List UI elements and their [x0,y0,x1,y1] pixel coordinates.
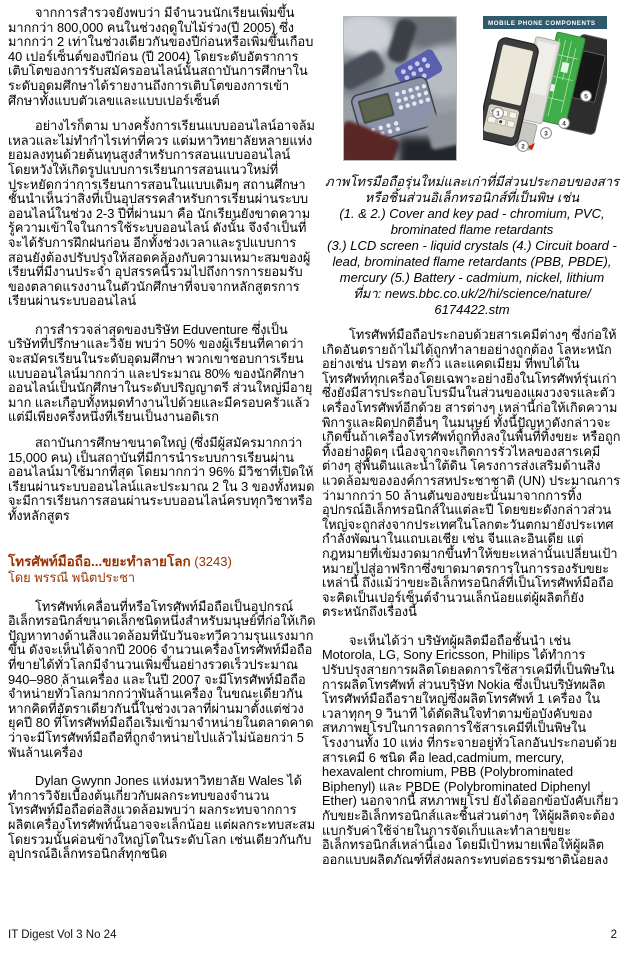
figure-row [343,16,622,161]
ewaste-phones-photo [343,16,457,161]
right-column [322,6,622,878]
left-column [8,6,316,873]
caption-components-1: (1. & 2.) Cover and key pad - chromium, PVC, brominated flame retardants [339,206,605,237]
diagram-title: MOBILE PHONE COMPONENTS [488,20,596,28]
figure-caption [322,174,622,318]
article-code: (3243) [190,553,232,569]
component-marker-3: 3 [544,130,548,138]
article-heading [8,554,316,586]
ewaste-phones-photo-art [344,17,456,160]
article-byline: โดย พรรณี พนิตประชา [8,569,136,585]
paragraph: การสำรวจล่าสุดของบริษัท Eduventure ซึ่งเป็นบริษัทที่ปรึกษาและวิจัย พบว่า 50% ของผู้เรียนที่คาดว่าจะสมัครเรียนในระดับอุดมศึกษา พวกเขาชอบการเรียนแบบออนไลน์มากกว่า และประมาณ 80% ของนักศึกษาออนไลน์เป็นนักศึกษาในระดับปริญญาตรี ส่วนใหญ่มีอายุมาก และเกือบทั้งหมดทำงานไปด้วยและมีครอบครัวแล้ว แต่มีเพียงครึ่งหนึ่งที่เรียนเป็นงานอดิเรก [8,321,313,425]
component-marker-1: 1 [496,110,500,118]
caption-source: ที่มา: news.bbc.co.uk/2/hi/science/nature/ 6174422.stm [353,286,591,317]
component-marker-4: 4 [562,120,566,128]
paragraph: จะเห็นได้ว่า บริษัทผู้ผลิตมือถือชั้นนำ เช่น Motorola, LG, Sony Ericsson, Philips ได้ทำการปรับปรุงสายการผลิตโดยลดการใช้สารเคมีที่เป็นพิษในการผลิตโทรศัพท์ ส่วนบริษัท Nokia ซึ่งเป็นบริษัทผลิตโทรศัพท์มือถือรายใหญ่ซึ่งผลิตโทรศัพท์ 1 เครื่อง ในเวลาทุกๆ 9 วินาที ได้ตัดสินใจทำตามข้อบังคับของสหภาพยุโรปในการลดการใช้สารเคมีที่เป็นพิษในโรงงานทั้ง 10 แห่ง ที่กระจายอยู่ทั่วโลกอันประกอบด้วยสารเคมี 6 ชนิด คือ lead,cadmium, mercury, hexavalent chromium, PBB (Polybrominated Biphenyl) และ PBDE (Polybrominated Diphenyl Ether) นอกจากนี้ สหภาพยุโรป ยังได้ออกข้อบังคับเกี่ยวกับขยะอิเล็กทรอนิกส์และชิ้นส่วนต่างๆ ให้ผู้ผลิตจะต้องแบกรับค่าใช้จ่ายในการจัดเก็บและทำลายขยะอิเล็กทรอนิกส์เหล่านี้เอง โดยมีเป้าหมายเพื่อให้ผู้ผลิตออกแบบผลิตภัณฑ์ที่ส่งผลกระทบต่อธรรมชาติน้อยลง [322,632,619,867]
paragraph: Dylan Gwynn Jones แห่งมหาวิทยาลัย Wales ได้ทำการวิจัยเบื้องต้นเกี่ยวกับผลกระทบของจำนวนโทรศัพท์มือถือต่อสิ่งแวดล้อมพบว่า ผลกระทบจากการผลิตเครื่องโทรศัพท์นั้นอาจจะเล็กน้อย แต่ผลกระทบสะสมโดยรวมนั้นค่อนข้างใหญ่โตในระดับโลก เช่นเดียวกันกับอุปกรณ์อิเล็กทรอนิกส์ทุกชนิด [8,773,316,862]
caption-components-2: (3.) LCD screen - liquid crystals (4.) Circuit board - lead, brominated flame retardants (PBB, PBDE), mercury (5.) Battery - cadmium, nickel, lithium [327,238,617,285]
phone-components-diagram [483,16,607,158]
caption-thai: ภาพโทรมือถือรุ่นใหม่และเก่าที่มีส่วนประกอบของสารหรือชิ้นส่วนอิเล็กทรอนิกส์ที่เป็นพิษ เช่น [325,174,619,205]
article-title: โทรศัพท์มือถือ...ขยะทำลายโลก [8,553,191,569]
paragraph: โทรศัพท์เคลื่อนที่หรือโทรศัพท์มือถือเป็นอุปกรณ์อิเล็กทรอนิกส์ขนาดเล็กชนิดหนึ่งสำหรับมนุษย์ที่ก่อให้เกิดปัญหาทางด้านสิ่งแวดล้อมที่นับวันจะทวีความรุนแรงมากขึ้น ดังจะเห็นได้จากปี 2006 จำนวนเครื่องโทรศัพท์มือถือที่ขายได้ทั่วโลกมีจำนวนเพิ่มขึ้นอย่างรวดเร็วประมาณ 940–980 ล้านเครื่อง และในปี 2007 จะมีโทรศัพท์มือถือจำหน่ายทั่วโลกมากกว่าพันล้านเครื่อง ในขณะเดียวกันหากคิดที่อัตราเดียวกันนี้ในช่วงเวลาที่ผ่านมาตั้งแต่ช่วงยุคปี 80 ที่โทรศัพท์มือถือเริ่มเข้ามาจำหน่ายในตลาดคาดว่าจะมีโทรศัพท์มือถือที่ถูกจำหน่ายไปแล้วไม่น้อยกว่า 5 พันล้านเครื่อง [8,598,316,760]
phone-components-diagram-art [483,16,607,158]
footer-page-number: 2 [610,929,617,941]
paragraph: จากการสำรวจยังพบว่า มีจำนวนนักเรียนเพิ่มขึ้นมากกว่า 800,000 คนในช่วงฤดูใบไม้ร่วง(ปี 2005) ซึ่งมากกว่า 2 เท่าในช่วงเดียวกันของปีก่อนหรือเพิ่มขึ้นเกือบ 40 เปอร์เซ็นต์ของปีก่อน (ปี 2004) โดยระดับอัตราการเติบโตของการรับสมัครออนไลน์นั้นสถาบันการศึกษาในระดับอุดมศึกษาได้รายงานถึงการเติบโตของการเข้าศึกษาทั้งแบบตัวเลขและแบบเปอร์เซ็นต์ [8,5,314,108]
paragraph: โทรศัพท์มือถือประกอบด้วยสารเคมีต่างๆ ซึ่งก่อให้เกิดอันตรายถ้าไม่ได้ถูกทำลายอย่างถูกต้อง โลหะหนักอย่างเช่น ปรอท ตะกั่ว และแคดเมียม ที่พบได้ในโทรศัพท์ทุกเครื่องโดยเฉพาะอย่างยิ่งในโทรศัพท์รุ่นเก่าซึ่งยังมีสารประกอบโบรมีนในส่วนของแผงวงจรและตัวเครื่องโทรศัพท์อีกด้วย สารต่างๆ เหล่านี้ก่อให้เกิดความพิการและผิดปกติอื่นๆ ในมนุษย์ ทั้งนี้ปัญหาดังกล่าวจะเกิดขึ้นถ้าเครื่องโทรศัพท์ถูกทิ้งลงในพื้นที่ทิ้งขยะ หรือถูกทิ้งอย่างผิดๆ เนื่องจากจะเกิดการรั่วไหลของสารเคมีต่างๆ สู่พื้นดินและน้ำใต้ดิน โครงการส่งเสริมด้านสิ่งแวดล้อมขององค์การสหประชาชาติ (UN) ประมาณการว่ามากกว่า 50 ล้านตันของขยะนั้นมาจากการทิ้งอุปกรณ์อิเล็กทรอนิกส์ในแต่ละปี โดยขยะดังกล่าวส่วนใหญ่จะถูกส่งจากประเทศในโลกตะวันตกมายังประเทศกำลังพัฒนาในแถบเอเชีย เช่น จีนและอินเดีย แต่กฎหมายที่เข้มงวดมากขึ้นทำให้ขยะเหล่านั้นเปลี่ยนเป้าหมายไปสู่อาฟริกาซึ่งขาดมาตรการในการรองรับขยะเหล่านี้ ถึงแม้ว่าขยะอิเล็กทรอนิกส์ที่เป็นโทรศัพท์มือถือจะคิดเป็นเปอร์เซ็นต์จำนวนเล็กน้อยแต่ผู้ผลิตก็ยังตระหนักถึงเรื่องนี้ [322,327,621,620]
footer-volume-label: IT Digest Vol 3 No 24 [8,929,117,941]
right-column-body [322,328,622,867]
paragraph: อย่างไรก็ตาม บางครั้งการเรียนแบบออนไลน์อาจล้มเหลวและไม่ทำกำไรเท่าที่ควร แต่มหาวิทยาลัยหลายแห่งยอมลงทุนด้วยต้นทุนสูงสำหรับการสอนแบบออนไลน์ โดยหวังให้เกิดรูปแบบการเรียนการสอนแนวใหม่ที่ประหยัดกว่าการเรียนการสอนในแบบเดิมๆ สถานศึกษาชั้นนำเห็นว่าสิ่งที่เป็นอุปสรรคสำหรับการเรียนผ่านระบบออนไลน์ในช่วง 2-3 ปีที่ผ่านมา คือ นักเรียนยังขาดความรู้ความเข้าใจในการใช้ระบบออนไลน์ ดังนั้น จึงจำเป็นที่จะได้รับการฝึกฝนก่อน อีกทั้งช่วงเวลาและรูปแบบการสอนยังต้องปรับปรุงให้สอดคล้องกับความเหมาะสมของผู้เรียนที่มีงานประจำ อุปสรรคนี้รวมไปถึงการการยอมรับของตลาดแรงงานในตัวนักศึกษาที่จบจากหลักสูตรการเรียนผ่านระบบออนไลน์ [8,118,315,309]
component-marker-5: 5 [584,93,588,101]
component-marker-2: 2 [521,143,525,151]
paragraph: สถาบันการศึกษาขนาดใหญ่ (ซึ่งมีผู้สมัครมากกว่า 15,000 คน) เป็นสถาบันที่มีการนำระบบการเรียนผ่านออนไลน์มาใช้มากที่สุด โดยมากกว่า 96% มีวิชาที่เปิดให้เรียนผ่านระบบออนไลน์และประมาณ 2 ใน 3 ของทั้งหมดจะมีการเรียนการสอนผ่านระบบออนไลน์ครบทุกวิชาหรือทั้งหลักสูตร [8,435,315,523]
